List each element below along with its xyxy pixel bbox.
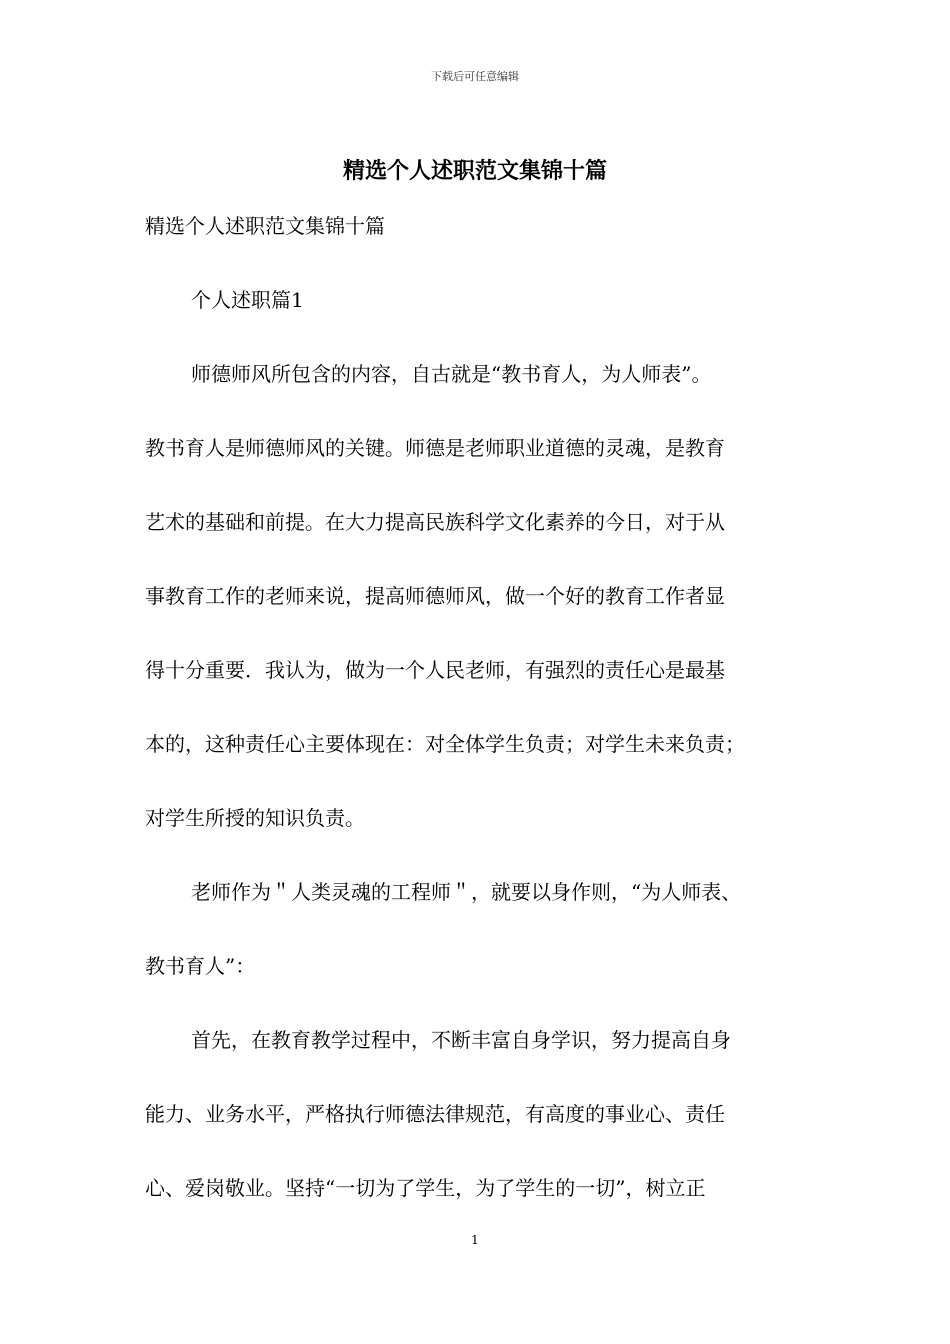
text-line: 心、爱岗敬业。坚持“一切为了学生，为了学生的一切”，树立正 — [145, 1176, 706, 1200]
text-line: 老师作为＂人类灵魂的工程师＂，就要以身作则，“为人师表、 — [191, 880, 742, 904]
document-body — [145, 206, 810, 1242]
text-line: 能力、业务水平，严格执行师德法律规范，有高度的事业心、责任 — [145, 1102, 725, 1126]
text-line: 教书育人是师德师风的关键。师德是老师职业道德的灵魂，是教育 — [145, 436, 725, 460]
text-line: 首先，在教育教学过程中，不断丰富自身学识，努力提高自身 — [191, 1028, 731, 1052]
section-heading: 个人述职篇1 — [191, 288, 304, 312]
document-title: 精选个人述职范文集锦十篇 — [342, 158, 607, 184]
text-line: 师德师风所包含的内容，自古就是“教书育人，为人师表”。 — [191, 362, 712, 386]
header-note: 下载后可任意编辑 — [431, 70, 519, 83]
text-line: 对学生所授的知识负责。 — [145, 806, 365, 830]
text-line: 教书育人”： — [145, 954, 256, 978]
text-line: 精选个人述职范文集锦十篇 — [145, 214, 385, 238]
text-line: 本的，这种责任心主要体现在：对全体学生负责；对学生未来负责； — [145, 732, 745, 756]
text-line: 事教育工作的老师来说，提高师德师风，做一个好的教育工作者显 — [145, 584, 725, 608]
page-number: 1 — [471, 1233, 479, 1247]
text-line: 得十分重要．我认为，做为一个人民老师，有强烈的责任心是最基 — [145, 658, 725, 682]
text-line: 艺术的基础和前提。在大力提高民族科学文化素养的今日，对于从 — [145, 510, 725, 534]
